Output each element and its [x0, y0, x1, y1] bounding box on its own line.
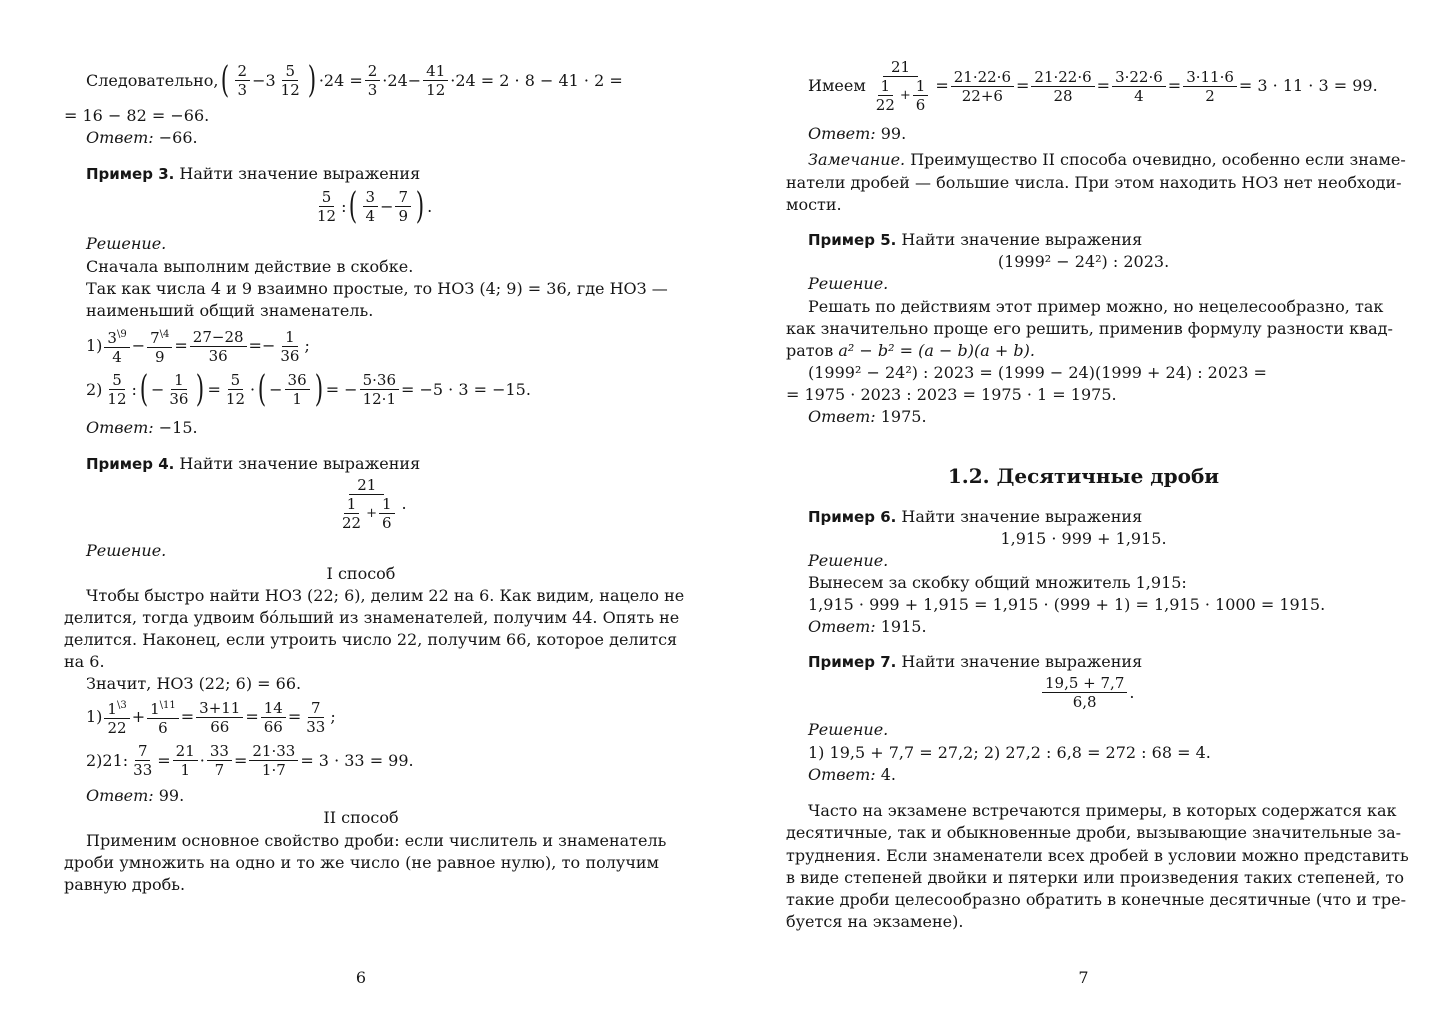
example-text: Найти значение выражения	[174, 454, 421, 473]
example-7-heading: Пример 7. Найти значение выражения	[808, 652, 1143, 671]
paragraph-line: такие дроби целесообразно обратить в конечные десятичные (что и тре-	[786, 890, 1406, 909]
example-text: Найти значение выражения	[174, 164, 421, 183]
paragraph-line: Так как числа 4 и 9 взаимно простые, то НОЗ (4; 9) = 36, где НОЗ —	[86, 279, 668, 298]
step-1: 1) $\frac{3^{\backslash 9}}{4}$ − $\frac{7^{\backslash 4}}{9}$ = $\frac{27-28}{36}$ =− $\frac{1}{36}$ ;	[86, 327, 310, 366]
paragraph-line: натели дробей — большие числа. При этом находить НОЗ нет необходи-	[786, 173, 1402, 192]
example-5-expression: (1999² − 24²) : 2023.	[997, 252, 1170, 271]
paragraph-line: Чтобы быстро найти НОЗ (22; 6), делим 22 на 6. Как видим, нацело не	[86, 586, 685, 605]
example-6-expression: 1,915 · 999 + 1,915.	[1000, 529, 1167, 548]
paragraph-line: буется на экзамене).	[786, 912, 964, 931]
example-5-heading: Пример 5. Найти значение выражения	[808, 230, 1143, 249]
remark-line: Замечание. Преимущество II способа очевидно, особенно если знаме-	[808, 150, 1406, 169]
step-2: 2) 21: $\frac{7}{33}$ = $\frac{21}{1}$ · $\frac{33}{7}$ = $\frac{21\cdot 33}{1\cdot 7}$ = 3 · 33 = 99.	[86, 742, 414, 779]
paragraph-line: ратов a² − b² = (a − b)(a + b).	[786, 341, 1035, 360]
example-title: Пример 3.	[86, 165, 175, 183]
solution-label: Решение.	[808, 274, 889, 293]
paragraph-line: Значит, НОЗ (22; 6) = 66.	[86, 674, 302, 693]
formula-line-2: = 16 − 82 = −66.	[64, 106, 210, 125]
paragraph-line: труднения. Если знаменатели всех дробей в условии можно представить	[786, 846, 1409, 865]
paragraph-line: делится, тогда удвоим бо́льший из знаменателей, получим 44. Опять не	[64, 608, 680, 627]
fraction: $\frac{2}{3}$	[365, 62, 381, 99]
fraction: $\frac{1}{36}$	[169, 371, 189, 408]
formula-line-1: Имеем 21 $\frac{1}{22}$ + $\frac{1}{6}$ = $\frac{21\cdot 22\cdot 6}{22+6}$ = $\frac{21\cdot 22\cdot 6}{28}$ = $\frac{3\cdot 22\cdot 6}{4}$ = $\frac{3\cdot 11\cdot 6}{2}$ = 3 · 11 · 3 = 99.	[808, 58, 1378, 114]
fraction: $\frac{5}{12}$	[107, 371, 127, 408]
paragraph-line: дроби умножить на одно и то же число (не равное нулю), то получим	[64, 853, 659, 872]
formula-line: = 1975 · 2023 : 2023 = 1975 · 1 = 1975.	[786, 385, 1117, 404]
paren-open: (	[221, 59, 230, 101]
method-heading: I способ	[326, 564, 396, 583]
text-times-24: ·24 =	[318, 70, 363, 90]
paragraph-line: равную дробь.	[64, 875, 186, 894]
answer-line: Ответ: 99.	[808, 124, 907, 143]
fraction: $\frac{7^{\backslash 4}}{9}$	[147, 326, 172, 366]
fraction: $\frac{3^{\backslash 9}}{4}$	[104, 326, 129, 366]
example-7-expression: $\frac{19,5 + 7,7}{6,8}$ .	[1040, 674, 1134, 711]
step-2: 2) $\frac{5}{12}$ : ( − $\frac{1}{36}$ ) = $\frac{5}{12}$ · ( − $\frac{36}{1}$ ) = − $\frac{5\cdot 36}{12\cdot 1}$ = −5 · 3 = −15.	[86, 368, 531, 410]
step-1: 1) $\frac{1^{\backslash 3}}{22}$ + $\frac{1^{\backslash 11}}{6}$ = $\frac{3+11}{66}$ = $\frac{14}{66}$ = $\frac{7}{33}$ ;	[86, 698, 336, 737]
paragraph-line: Часто на экзамене встречаются примеры, в которых содержатся как	[808, 801, 1397, 820]
fraction: $\frac{1}{36}$	[280, 327, 300, 365]
paragraph-line: десятичные, так и обыкновенные дроби, вызывающие значительные за-	[786, 823, 1402, 842]
example-title: Пример 4.	[86, 455, 175, 473]
answer-line: Ответ: 1915.	[808, 617, 927, 636]
section-title: 1.2. Десятичные дроби	[947, 464, 1220, 488]
solution-label: Решение.	[808, 720, 889, 739]
answer-value: −66.	[153, 128, 198, 147]
right-page	[722, 0, 1445, 1029]
example-6-heading: Пример 6. Найти значение выражения	[808, 507, 1143, 526]
fraction: $\frac{2}{3}$	[235, 62, 251, 99]
paragraph-line: Сначала выполним действие в скобке.	[86, 257, 414, 276]
fraction: $\frac{5}{12}$	[317, 188, 337, 225]
example-3-heading	[86, 164, 420, 184]
paragraph-line: на 6.	[64, 652, 105, 671]
solution-label: Решение.	[808, 551, 889, 570]
answer-label: Ответ:	[86, 128, 154, 147]
answer-line: Ответ: 99.	[86, 786, 185, 805]
fraction: $\frac{5\cdot 36}{12\cdot 1}$	[360, 371, 399, 408]
fraction: $\frac{5}{12}$	[280, 62, 300, 99]
remark-label: Замечание.	[808, 150, 906, 169]
paragraph-line: мости.	[786, 195, 842, 214]
example-3-expression: $\frac{5}{12}$ : ( $\frac{3}{4}$ − $\frac{7}{9}$ ) .	[312, 188, 432, 225]
fraction: $\frac{5}{12}$	[225, 371, 245, 408]
answer-line: Ответ: 4.	[808, 765, 896, 784]
paragraph-line: Применим основное свойство дроби: если числитель и знаменатель	[86, 831, 667, 850]
left-page	[0, 0, 722, 1029]
answer-line	[86, 128, 198, 148]
text-therefore: Следовательно,	[86, 70, 219, 90]
page-number: 6	[355, 968, 367, 987]
solution-label: Решение.	[86, 234, 167, 253]
formula-line-1: Следовательно, ( $\frac{2}{3}$ −3 $\frac{5}{12}$ ) ·24 = $\frac{2}{3}$ ·24− $\frac{41}{12}$ ·24 = 2 · 8 − 41 · 2 =	[86, 59, 623, 101]
paragraph-line: наименьший общий знаменатель.	[86, 301, 374, 320]
page-number: 7	[1078, 968, 1089, 987]
fraction: $\frac{36}{1}$	[285, 371, 310, 408]
fraction: $\frac{19,5 + 7,7}{6,8}$	[1042, 674, 1127, 711]
complex-fraction: 21 $\frac{1}{22}$ + $\frac{1}{6}$	[868, 58, 934, 114]
fraction: $\frac{7}{9}$	[395, 188, 411, 225]
example-4-expression: 21 $\frac{1}{22}$ + $\frac{1}{6}$ .	[332, 476, 407, 532]
paragraph-line: Решать по действиям этот пример можно, но нецелесообразно, так	[808, 297, 1384, 316]
answer-line: Ответ: 1975.	[808, 407, 927, 426]
fraction: $\frac{3}{4}$	[363, 188, 379, 225]
complex-fraction: 21 $\frac{1}{22}$ + $\frac{1}{6}$	[334, 476, 400, 532]
text-result: ·24 = 2 · 8 − 41 · 2 =	[450, 70, 623, 90]
paragraph-line: как значительно проще его решить, применив формулу разности квад-	[786, 319, 1393, 338]
fraction: $\frac{41}{12}$	[423, 62, 448, 99]
answer-line: Ответ: −15.	[86, 418, 198, 437]
method-heading: II способ	[323, 808, 399, 827]
formula: a² − b² = (a − b)(a + b).	[838, 341, 1035, 360]
paragraph-line: Вынесем за скобку общий множитель 1,915:	[808, 573, 1187, 592]
formula-line: 1,915 · 999 + 1,915 = 1,915 · (999 + 1) = 1,915 · 1000 = 1915.	[808, 595, 1326, 614]
paragraph-line: в виде степеней двойки и пятерки или произведения таких степеней, то	[786, 868, 1405, 887]
formula-line: 1) 19,5 + 7,7 = 27,2; 2) 27,2 : 6,8 = 272 : 68 = 4.	[808, 743, 1211, 762]
solution-label: Решение.	[86, 541, 167, 560]
paragraph-line: делится. Наконец, если утроить число 22, получим 66, которое делится	[64, 630, 678, 649]
fraction: $\frac{27-28}{36}$	[190, 328, 247, 365]
formula-line: (1999² − 24²) : 2023 = (1999 − 24)(1999 + 24) : 2023 =	[808, 363, 1267, 382]
paren-close: )	[307, 59, 317, 101]
example-4-heading	[86, 454, 420, 474]
